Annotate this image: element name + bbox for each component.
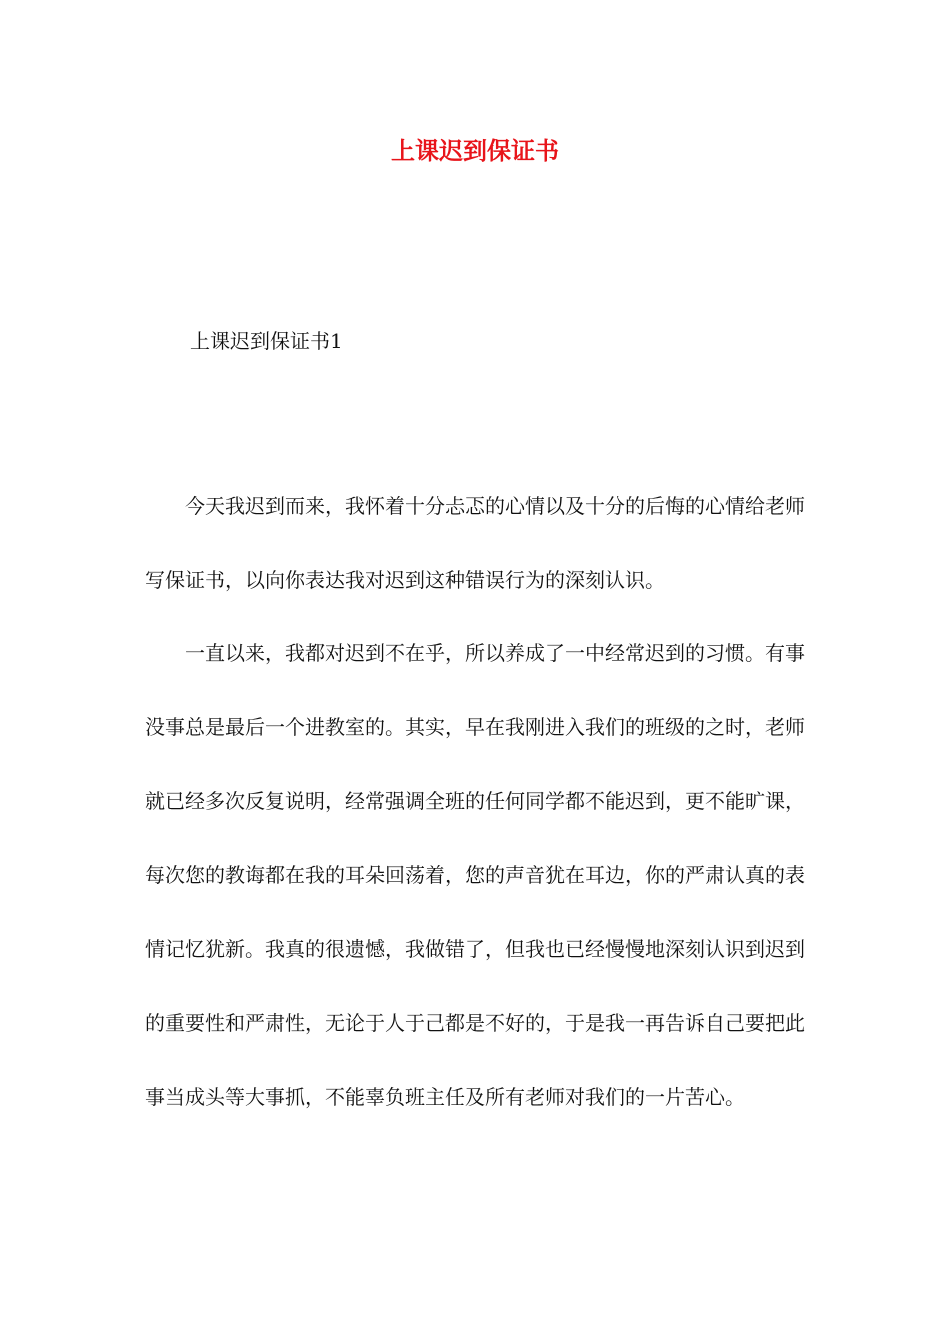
paragraph: 今天我迟到而来，我怀着十分忐忑的心情以及十分的后悔的心情给老师写保证书，以向你表达我对迟到这种错误行为的深刻认识。 <box>145 494 805 592</box>
paragraph-2-block <box>145 616 805 1134</box>
section-heading: 上课迟到保证书1 <box>190 329 343 353</box>
paragraph-1-block <box>145 469 805 617</box>
document-title: 上课迟到保证书 <box>391 136 559 165</box>
paragraph: 一直以来，我都对迟到不在乎，所以养成了一中经常迟到的习惯。有事没事总是最后一个进教室的。其实，早在我刚进入我们的班级的之时，老师就已经多次反复说明，经常强调全班的任何同学都不能迟到，更不能旷课，每次您的教诲都在我的耳朵回荡着，您的声音犹在耳边，你的严肃认真的表情记忆犹新。我真的很遗憾，我做错了，但我也已经慢慢地深刻认识到迟到的重要性和严肃性，无论于人于己都是不好的，于是我一再告诉自己要把此事当成头等大事抓，不能辜负班主任及所有老师对我们的一片苦心。 <box>145 641 805 1109</box>
